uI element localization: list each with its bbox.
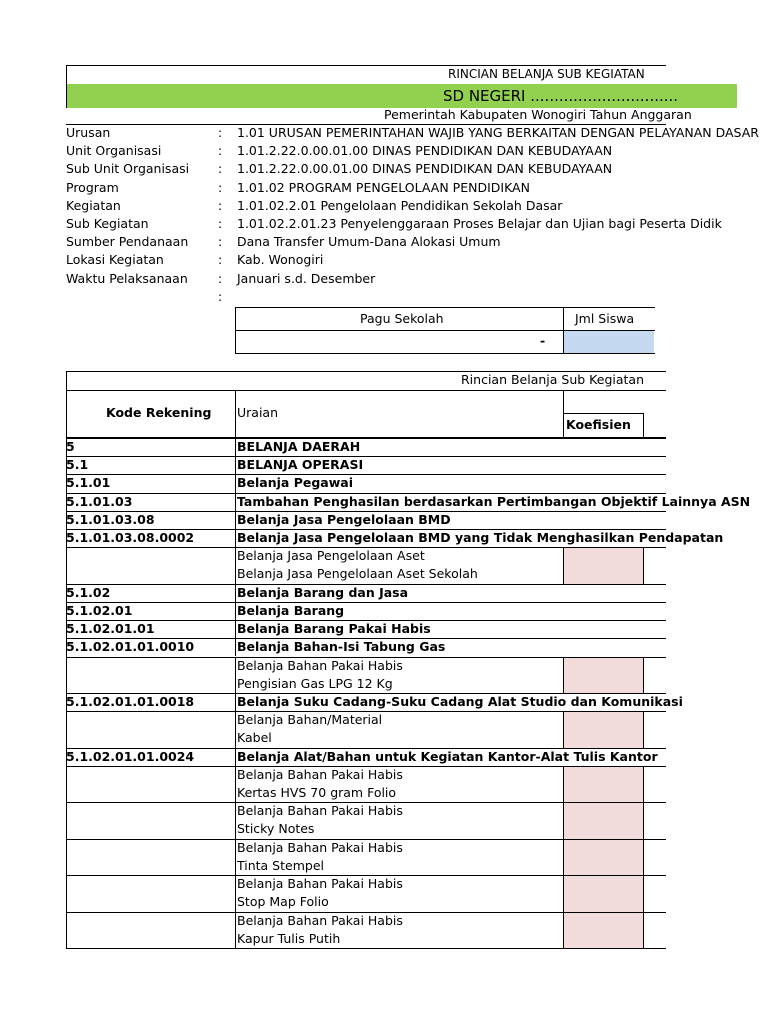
column-divider: [235, 438, 236, 456]
pagu-sekolah-label: Pagu Sekolah: [360, 311, 444, 326]
cell-uraian: Belanja Suku Cadang-Suku Cadang Alat Studio dan Komunikasi: [237, 694, 683, 709]
cell-uraian: Belanja Bahan/Material: [237, 712, 383, 728]
column-divider: [235, 493, 236, 511]
info-separator: :: [218, 161, 223, 177]
school-name: SD NEGERI ...............................: [443, 87, 679, 105]
row-divider: [66, 948, 666, 949]
info-separator: :: [218, 197, 223, 213]
info-value: 1.01.2.22.0.00.01.00 DINAS PENDIDIKAN DAN KEBUDAYAAN: [237, 161, 613, 177]
koefisien-input[interactable]: [563, 912, 644, 950]
info-value: 1.01.02 PROGRAM PENGELOLAAN PENDIDIKAN: [237, 179, 530, 195]
info-separator: :: [218, 216, 223, 231]
info-separator: :: [218, 270, 223, 286]
cell-uraian: Belanja Barang Pakai Habis: [237, 621, 431, 637]
info-label: Unit Organisasi: [66, 143, 162, 159]
jml-siswa-label: Jml Siswa: [575, 311, 635, 326]
cell-kode-rekening: 5.1.02.01.01.0018: [66, 694, 195, 709]
info-separator: :: [218, 252, 223, 268]
cell-uraian: Belanja Jasa Pengelolaan BMD yang Tidak Menghasilkan Pendapatan: [237, 530, 724, 545]
info-label: Lokasi Kegiatan: [66, 252, 164, 268]
document-title: RINCIAN BELANJA SUB KEGIATAN: [448, 67, 645, 81]
info-label: Urusan: [66, 125, 111, 140]
column-divider: [235, 620, 236, 638]
cell-uraian: Belanja Bahan Pakai Habis: [237, 803, 403, 819]
info-label: Waktu Pelaksanaan: [66, 270, 188, 286]
cell-uraian: Belanja Bahan-Isi Tabung Gas: [237, 639, 446, 655]
info-separator: :: [218, 288, 223, 304]
info-label: Sumber Pendanaan: [66, 234, 189, 250]
info-label: Sub Unit Organisasi: [66, 161, 190, 177]
column-divider: [235, 839, 236, 876]
column-divider: [235, 802, 236, 839]
column-divider: [235, 602, 236, 620]
info-label: Program: [66, 179, 119, 195]
column-kode-rekening: Kode Rekening: [106, 405, 212, 420]
column-divider: [235, 456, 236, 474]
jml-siswa-input[interactable]: [564, 331, 654, 353]
cell-kode-rekening: 5.1: [66, 457, 89, 473]
cell-kode-rekening: 5: [66, 439, 75, 454]
info-value: 1.01.02.2.01 Pengelolaan Pendidikan Sekolah Dasar: [237, 197, 563, 213]
info-separator: :: [218, 179, 223, 195]
cell-uraian-detail: Belanja Jasa Pengelolaan Aset Sekolah: [237, 566, 478, 582]
info-separator: :: [218, 125, 223, 140]
table-title: Rincian Belanja Sub Kegiatan: [461, 372, 644, 387]
info-value: Kab. Wonogiri: [237, 252, 324, 268]
cell-uraian-detail: Kabel: [237, 730, 272, 746]
cell-uraian: Belanja Pegawai: [237, 475, 353, 491]
cell-uraian-detail: Pengisian Gas LPG 12 Kg: [237, 675, 393, 691]
cell-kode-rekening: 5.1.02: [66, 584, 111, 600]
column-divider: [235, 547, 236, 584]
koefisien-input[interactable]: [563, 657, 644, 695]
info-label: Kegiatan: [66, 197, 121, 213]
cell-uraian-detail: Kertas HVS 70 gram Folio: [237, 784, 397, 800]
cell-uraian: Belanja Bahan Pakai Habis: [237, 839, 403, 855]
cell-uraian-detail: Kapur Tulis Putih: [237, 930, 341, 946]
koefisien-input[interactable]: [563, 802, 644, 840]
column-uraian: Uraian: [237, 405, 279, 420]
koefisien-input[interactable]: [563, 875, 644, 913]
cell-uraian: Belanja Barang dan Jasa: [237, 584, 409, 600]
row-divider: [66, 602, 666, 603]
column-divider: [235, 657, 236, 694]
info-value: 1.01.02.2.01.23 Penyelenggaraan Proses Belajar dan Ujian bagi Peserta Didik: [237, 216, 722, 231]
cell-uraian-detail: Sticky Notes: [237, 821, 315, 837]
info-value: 1.01.2.22.0.00.01.00 DINAS PENDIDIKAN DAN KEBUDAYAAN: [237, 143, 613, 159]
cell-kode-rekening: 5.1.02.01.01.0024: [66, 748, 195, 764]
column-divider: [235, 875, 236, 912]
info-separator: :: [218, 143, 223, 159]
cell-uraian: Tambahan Penghasilan berdasarkan Pertimbangan Objektif Lainnya ASN: [237, 493, 751, 509]
cell-kode-rekening: 5.1.02.01.01.0010: [66, 639, 195, 655]
cell-uraian-detail: Stop Map Folio: [237, 894, 329, 910]
cell-uraian: Belanja Bahan Pakai Habis: [237, 876, 403, 892]
row-divider: [66, 456, 666, 457]
info-value: Januari s.d. Desember: [237, 270, 376, 286]
koefisien-input[interactable]: [563, 547, 644, 585]
cell-uraian: Belanja Bahan Pakai Habis: [237, 657, 403, 673]
column-divider: [235, 511, 236, 529]
cell-uraian: Belanja Bahan Pakai Habis: [237, 766, 403, 782]
cell-kode-rekening: 5.1.02.01.01: [66, 621, 155, 637]
cell-uraian: Belanja Bahan Pakai Habis: [237, 912, 403, 928]
cell-uraian: BELANJA DAERAH: [237, 439, 361, 454]
cell-kode-rekening: 5.1.01.03: [66, 493, 133, 509]
koefisien-input[interactable]: [563, 766, 644, 804]
cell-uraian: BELANJA OPERASI: [237, 457, 364, 473]
column-divider: [235, 748, 236, 766]
cell-uraian: Belanja Jasa Pengelolaan Aset: [237, 548, 425, 564]
cell-uraian-detail: Tinta Stempel: [237, 857, 324, 873]
koefisien-input[interactable]: [563, 711, 644, 749]
column-divider: [235, 638, 236, 656]
pagu-sekolah-value[interactable]: -: [540, 333, 546, 348]
info-label: Sub Kegiatan: [66, 216, 149, 231]
cell-uraian: Belanja Barang: [237, 602, 345, 618]
row-divider: [66, 474, 666, 475]
column-divider: [235, 711, 236, 748]
column-divider: [235, 912, 236, 949]
cell-kode-rekening: 5.1.01.03.08: [66, 511, 155, 527]
info-separator: :: [218, 234, 223, 250]
column-divider: [235, 529, 236, 547]
cell-kode-rekening: 5.1.02.01: [66, 602, 133, 618]
cell-kode-rekening: 5.1.01: [66, 475, 111, 491]
info-value: 1.01 URUSAN PEMERINTAHAN WAJIB YANG BERKAITAN DENGAN PELAYANAN DASAR: [237, 125, 759, 140]
cell-uraian: Belanja Alat/Bahan untuk Kegiatan Kantor-Alat Tulis Kantor: [237, 748, 658, 764]
koefisien-input[interactable]: [563, 839, 644, 877]
info-value: Dana Transfer Umum-Dana Alokasi Umum: [237, 234, 501, 250]
column-divider: [235, 766, 236, 803]
column-divider: [235, 693, 236, 711]
cell-uraian: Belanja Jasa Pengelolaan BMD: [237, 511, 451, 527]
cell-kode-rekening: 5.1.01.03.08.0002: [66, 530, 195, 545]
column-divider: [235, 474, 236, 492]
government-line: Pemerintah Kabupaten Wonogiri Tahun Anggaran: [384, 107, 692, 122]
column-koefisien: Koefisien: [566, 417, 631, 432]
column-divider: [235, 584, 236, 602]
